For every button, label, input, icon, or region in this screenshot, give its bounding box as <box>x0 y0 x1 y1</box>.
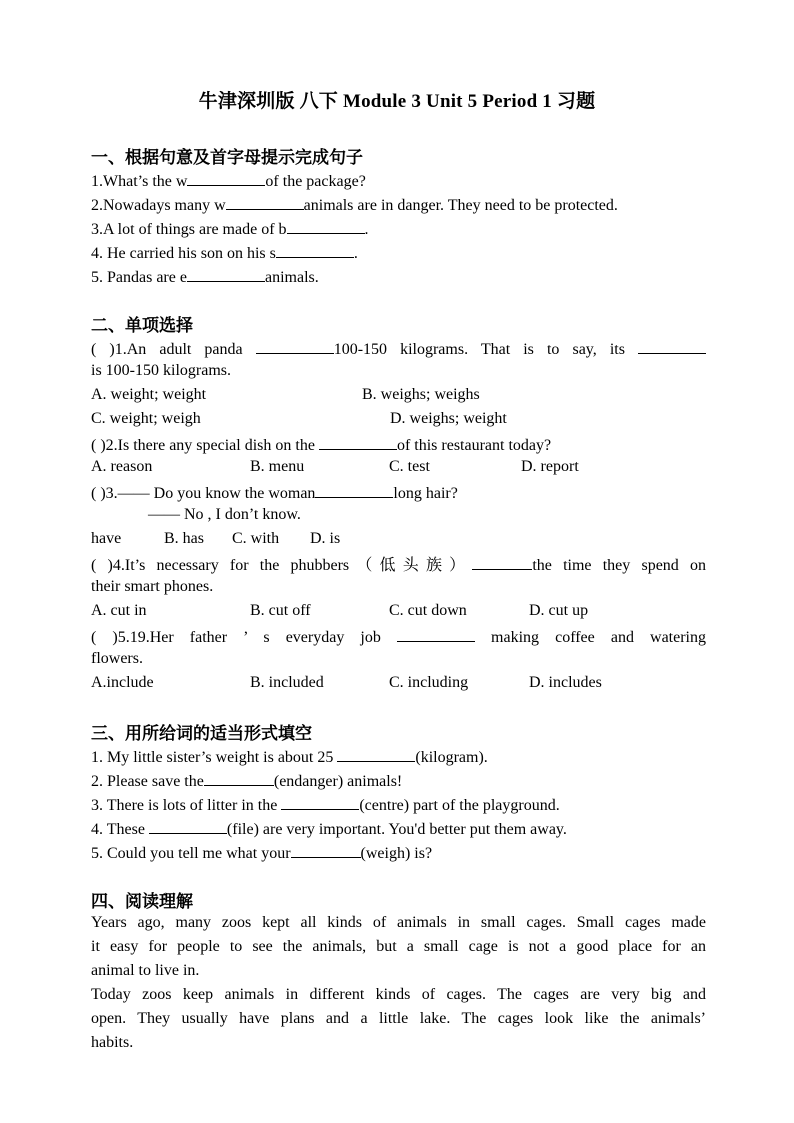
list-item: 2. Please save the (endanger) animals! <box>91 769 402 792</box>
answer-blank[interactable] <box>149 817 227 834</box>
question-3: ( )3.—— Do you know the woman long hair? <box>91 481 458 504</box>
list-item: 1. My little sister’s weight is about 25 (kilogram). <box>91 745 488 768</box>
option-b[interactable]: B. menu <box>250 458 305 475</box>
answer-blank[interactable] <box>638 337 706 354</box>
list-item: 2.Nowadays many w animals are in danger. They need to be protected. <box>91 193 618 216</box>
page-title: 牛津深圳版 八下 Module 3 Unit 5 Period 1 习题 <box>198 91 596 112</box>
answer-blank[interactable] <box>315 481 393 498</box>
option-d[interactable]: D. report <box>521 458 579 475</box>
option-b[interactable]: B. included <box>250 674 324 691</box>
question-1-continuation: is 100-150 kilograms. <box>91 362 231 379</box>
paragraph-line: open. They usually have plans and a little lake. The cages look like the animals’ <box>91 1010 706 1027</box>
question-4-continuation: their smart phones. <box>91 578 214 595</box>
answer-blank[interactable] <box>287 217 365 234</box>
option-a[interactable]: have <box>91 530 122 547</box>
option-a[interactable]: A. reason <box>91 458 153 475</box>
option-a[interactable]: A. cut in <box>91 602 147 619</box>
section1-heading: 一、根据句意及首字母提示完成句子 <box>91 148 363 168</box>
option-d[interactable]: D. is <box>310 530 341 547</box>
list-item: 1.What’s the w of the package? <box>91 169 366 192</box>
list-item: 5. Could you tell me what your (weigh) is? <box>91 841 432 864</box>
question-2: ( )2.Is there any special dish on the of this restaurant today? <box>91 433 551 456</box>
paragraph-line: animal to live in. <box>91 962 200 979</box>
option-d[interactable]: D. weighs; weight <box>390 410 507 427</box>
option-b[interactable]: B. weighs; weighs <box>362 386 480 403</box>
answer-blank[interactable] <box>337 745 415 762</box>
option-a[interactable]: A. weight; weight <box>91 386 207 403</box>
option-c[interactable]: C. test <box>389 458 430 475</box>
question-1: ( )1.An adult panda 100-150 kilograms. That is to say, its <box>91 337 706 360</box>
paragraph-line: Years ago, many zoos kept all kinds of animals in small cages. Small cages made <box>91 914 706 931</box>
list-item: 5. Pandas are e animals. <box>91 265 319 288</box>
answer-blank[interactable] <box>276 241 354 258</box>
option-c[interactable]: C. including <box>389 674 469 691</box>
list-item: 3.A lot of things are made of b . <box>91 217 369 240</box>
list-item: 4. These (file) are very important. You'd better put them away. <box>91 817 567 840</box>
answer-blank[interactable] <box>319 433 397 450</box>
option-c[interactable]: C. cut down <box>389 602 467 619</box>
list-item: 3. There is lots of litter in the (centre) part of the playground. <box>91 793 560 816</box>
list-item: 4. He carried his son on his s . <box>91 241 358 264</box>
option-d[interactable]: D. cut up <box>529 602 589 619</box>
paragraph-line: it easy for people to see the animals, but a small cage is not a good place for an <box>91 938 706 955</box>
answer-blank[interactable] <box>281 793 359 810</box>
option-b[interactable]: B. cut off <box>250 602 311 619</box>
answer-blank[interactable] <box>226 193 304 210</box>
answer-blank[interactable] <box>256 337 334 354</box>
answer-blank[interactable] <box>204 769 274 786</box>
section4-heading: 四、阅读理解 <box>91 892 193 912</box>
paragraph-line: habits. <box>91 1034 134 1051</box>
option-c[interactable]: C. with <box>232 530 280 547</box>
answer-blank[interactable] <box>472 553 532 570</box>
answer-blank[interactable] <box>397 625 475 642</box>
option-c[interactable]: C. weight; weigh <box>91 410 201 427</box>
question-4: ( )4.It’s necessary for the phubbers（低头族） the time they spend on <box>91 553 706 576</box>
question-5: ( )5.19.Her father ’ s everyday job making coffee and watering <box>91 625 706 648</box>
question-5-continuation: flowers. <box>91 650 143 667</box>
option-d[interactable]: D. includes <box>529 674 602 691</box>
option-a[interactable]: A.include <box>91 674 154 691</box>
answer-blank[interactable] <box>291 841 361 858</box>
section3-heading: 三、用所给词的适当形式填空 <box>91 724 312 744</box>
section2-heading: 二、单项选择 <box>91 316 193 336</box>
answer-blank[interactable] <box>187 169 265 186</box>
paragraph-line: Today zoos keep animals in different kinds of cages. The cages are very big and <box>91 986 706 1003</box>
answer-blank[interactable] <box>187 265 265 282</box>
option-b[interactable]: B. has <box>164 530 204 547</box>
question-3-reply: —— No , I don’t know. <box>148 506 301 523</box>
